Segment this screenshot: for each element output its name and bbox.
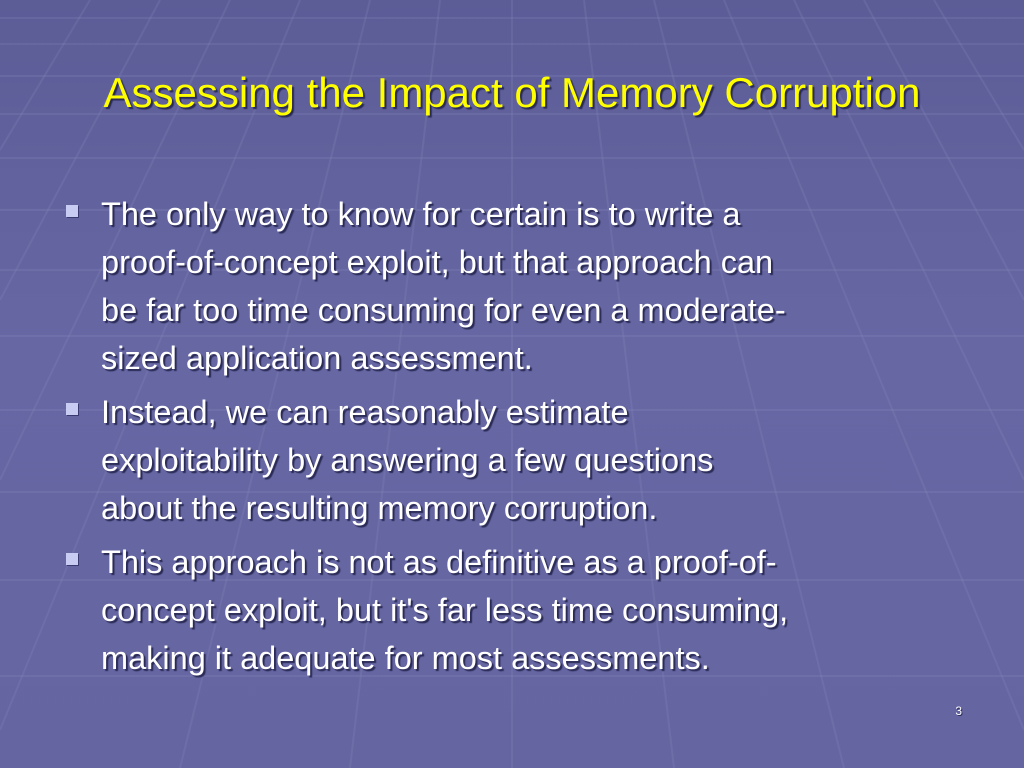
bullet-line: The only way to know for certain is to write a [101,196,741,232]
bullet-line: making it adequate for most assessments. [101,640,710,676]
square-bullet-icon [66,553,78,565]
bullet-line: concept exploit, but it's far less time consuming, [101,592,789,628]
bullet-item [62,388,962,532]
bullet-item [62,538,962,682]
square-bullet-icon [66,403,78,415]
slide-title: Assessing the Impact of Memory Corruption [103,69,921,116]
bullet-list [62,190,962,688]
bullet-line: This approach is not as definitive as a proof-of- [101,544,777,580]
bullet-line: exploitability by answering a few questions [101,442,714,478]
bullet-line: Instead, we can reasonably estimate [101,394,629,430]
bullet-line: be far too time consuming for even a moderate- [101,292,786,328]
bullet-item [62,190,962,382]
square-bullet-icon [66,205,78,217]
page-number: 3 [955,704,962,718]
bullet-line: about the resulting memory corruption. [101,490,658,526]
bullet-line: sized application assessment. [101,340,533,376]
bullet-line: proof-of-concept exploit, but that approach can [101,244,774,280]
